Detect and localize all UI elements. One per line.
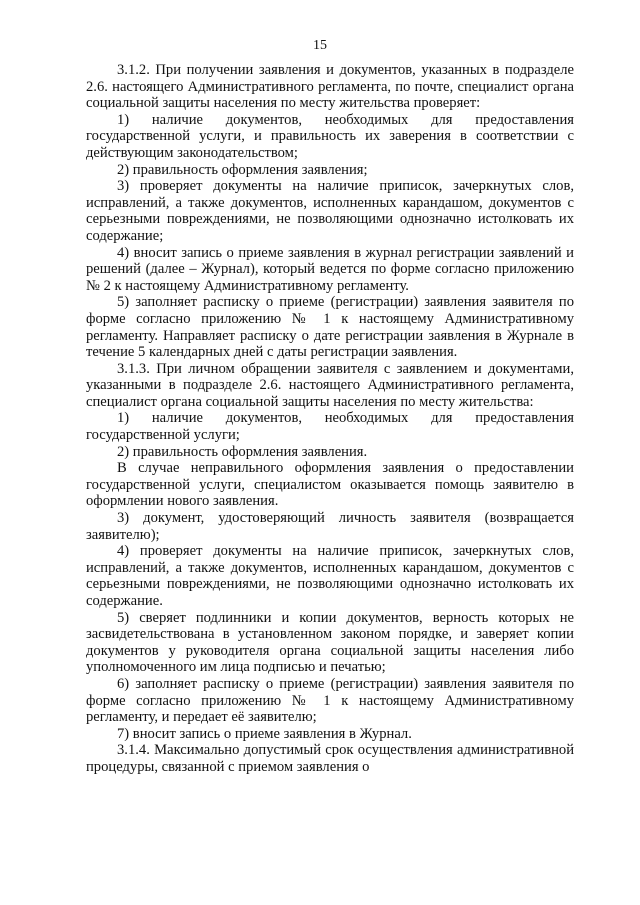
list-item: 4) проверяет документы на наличие приписок, зачеркнутых слов, исправлений, а также документов, исполненных карандашом, документов с серьезными повреждениями, не позволяющими однозначно истолковать их содержание. — [86, 543, 574, 609]
paragraph-3-1-2: 3.1.2. При получении заявления и документов, указанных в подразделе 2.6. настоящего Административного регламента, по почте, специалист органа социальной защиты населения по месту жительства проверяет: — [86, 62, 574, 112]
list-item: 5) заполняет расписку о приеме (регистрации) заявления заявителя по форме согласно приложению № 1 к настоящему Административному регламенту. Направляет расписку о дате регистрации заявления в Журнале в течение 5 календарных дней с даты регистрации заявления. — [86, 294, 574, 361]
paragraph-3-1-4: 3.1.4. Максимально допустимый срок осуществления административной процедуры, связанной с приемом заявления о — [86, 742, 574, 775]
list-item: 2) правильность оформления заявления; — [117, 161, 368, 178]
list-item: 1) наличие документов, необходимых для предоставления государственной услуги; — [86, 410, 574, 444]
paragraph-3-1-3: 3.1.3. При личном обращении заявителя с заявлением и документами, указанными в подразделе 2.6. настоящего Административного регламента, специалист органа социальной защиты населения по месту жительства: — [86, 360, 574, 410]
list-item: 1) наличие документов, необходимых для предоставления государственной услуги, и правильность их заверения в соответствии с действующим законодательством; — [86, 111, 574, 161]
list-item: 3) проверяет документы на наличие приписок, зачеркнутых слов, исправлений, а также документов, исполненных карандашом, документов с серьезными повреждениями, не позволяющими однозначно истолковать их содержание; — [86, 178, 574, 244]
list-item: 6) заполняет расписку о приеме (регистрации) заявления заявителя по форме согласно приложению № 1 к настоящему Административному регламенту, и передает её заявителю; — [86, 675, 574, 726]
list-item: 5) сверяет подлинники и копии документов, верность которых не засвидетельствована в установленном законом порядке, и заверяет копии документов у руководителя органа социальной защиты населения либо уполномоченного им лица подписью и печатью; — [86, 609, 574, 676]
list-item: 7) вносит запись о приеме заявления в Журнал. — [117, 725, 412, 742]
page-number: 15 — [313, 38, 327, 53]
document-body — [86, 62, 574, 776]
list-item: 2) правильность оформления заявления. — [117, 443, 368, 460]
list-item: 3) документ, удостоверяющий личность заявителя (возвращается заявителю); — [86, 510, 574, 543]
list-item: 4) вносит запись о приеме заявления в журнал регистрации заявлений и решений (далее – Журнал), который ведется по форме согласно приложению № 2 к настоящему Административному регламенту. — [86, 244, 574, 294]
paragraph: В случае неправильного оформления заявления о предоставлении государственной услуги, специалистом оказывается помощь заявителю в оформлении нового заявления. — [86, 460, 574, 510]
